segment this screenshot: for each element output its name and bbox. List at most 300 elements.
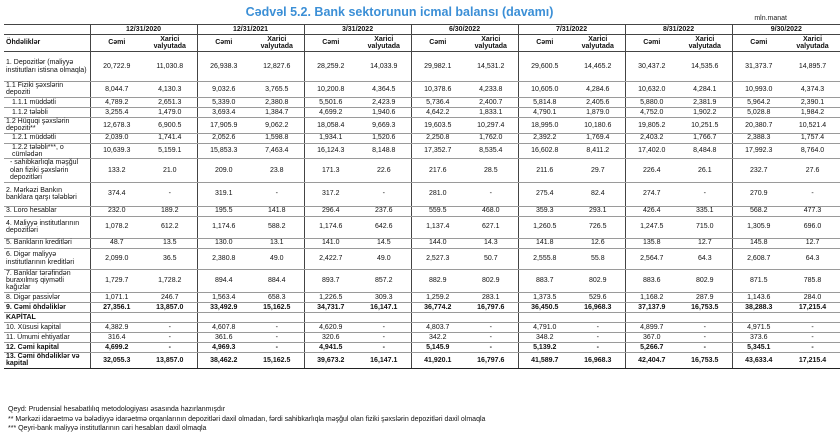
cell-total: 43,633.4 <box>732 352 785 368</box>
cell-foreign: - <box>143 182 197 206</box>
cell-total: 359.3 <box>518 206 571 216</box>
cell-foreign <box>464 312 518 322</box>
row-label: 9. Cəmi öhdəliklər <box>4 302 90 312</box>
cell-total: 4,803.7 <box>411 322 464 332</box>
cell-total: 29,600.5 <box>518 52 571 82</box>
cell-total: 18,995.0 <box>518 117 571 133</box>
cell-foreign: 10,521.4 <box>785 117 840 133</box>
cell-foreign: 13.5 <box>143 238 197 248</box>
cell-foreign: - <box>464 322 518 332</box>
cell-foreign: 64.3 <box>678 248 732 269</box>
cell-foreign: - <box>143 342 197 352</box>
col-total-header: Cəmi <box>411 35 464 52</box>
cell-total: 1,168.2 <box>625 292 678 302</box>
cell-foreign: 49.0 <box>357 248 411 269</box>
cell-total: 144.0 <box>411 238 464 248</box>
cell-foreign: 802.9 <box>464 269 518 292</box>
cell-foreign: 21.0 <box>143 159 197 182</box>
unit-label: mln.manat <box>754 15 787 22</box>
cell-foreign: - <box>464 182 518 206</box>
cell-total: 2,388.3 <box>732 133 785 143</box>
cell-total: 2,527.3 <box>411 248 464 269</box>
cell-total: 41,589.7 <box>518 352 571 368</box>
cell-foreign: 1,384.7 <box>250 107 304 117</box>
cell-foreign: - <box>785 342 840 352</box>
cell-foreign: 26.1 <box>678 159 732 182</box>
cell-total: 317.2 <box>304 182 357 206</box>
cell-total: 135.8 <box>625 238 678 248</box>
cell-total: 141.8 <box>518 238 571 248</box>
cell-foreign: - <box>785 182 840 206</box>
cell-total: 296.4 <box>304 206 357 216</box>
cell-foreign: 477.3 <box>785 206 840 216</box>
footnotes <box>8 405 485 434</box>
cell-total: 17,402.0 <box>625 143 678 159</box>
table-row <box>4 133 840 143</box>
cell-foreign: - <box>250 342 304 352</box>
cell-total: 19,603.5 <box>411 117 464 133</box>
cell-total: 4,791.0 <box>518 322 571 332</box>
cell-total: 2,052.6 <box>197 133 250 143</box>
col-foreign-header: Xarici valyutada <box>143 35 197 52</box>
cell-total: 27,356.1 <box>90 302 143 312</box>
cell-total: 195.5 <box>197 206 250 216</box>
cell-foreign: 7,463.4 <box>250 143 304 159</box>
cell-foreign: 12,827.6 <box>250 52 304 82</box>
cell-foreign: 189.2 <box>143 206 197 216</box>
cell-foreign: - <box>143 322 197 332</box>
cell-total: 38,288.3 <box>732 302 785 312</box>
cell-total: 275.4 <box>518 182 571 206</box>
cell-foreign: 16,968.3 <box>571 352 625 368</box>
cell-total: 10,639.3 <box>90 143 143 159</box>
cell-total: 4,941.5 <box>304 342 357 352</box>
cell-foreign: - <box>785 322 840 332</box>
table-row <box>4 107 840 117</box>
cell-total: 226.4 <box>625 159 678 182</box>
cell-total: 37,137.9 <box>625 302 678 312</box>
cell-foreign: 283.1 <box>464 292 518 302</box>
col-total-header: Cəmi <box>732 35 785 52</box>
row-label: 1.1 Fiziki şəxslərin depoziti <box>4 82 90 98</box>
col-foreign-header: Xarici valyutada <box>464 35 518 52</box>
cell-foreign: 468.0 <box>464 206 518 216</box>
cell-foreign: 287.9 <box>678 292 732 302</box>
cell-foreign <box>571 312 625 322</box>
cell-foreign: 284.0 <box>785 292 840 302</box>
cell-foreign: 16,797.6 <box>464 352 518 368</box>
date-header: 12/31/2021 <box>197 25 304 35</box>
cell-total: 8,044.7 <box>90 82 143 98</box>
cell-total: 32,055.3 <box>90 352 143 368</box>
cell-total: 5,028.8 <box>732 107 785 117</box>
cell-foreign: - <box>250 332 304 342</box>
cell-foreign: - <box>571 332 625 342</box>
col-foreign-header: Xarici valyutada <box>678 35 732 52</box>
cell-total: 1,078.2 <box>90 216 143 238</box>
row-label: - sahibkarlıqla məşğul olan fiziki şəxslərin depozitləri <box>4 159 90 182</box>
cell-total: 133.2 <box>90 159 143 182</box>
cell-foreign: 335.1 <box>678 206 732 216</box>
col-foreign-header: Xarici valyutada <box>785 35 840 52</box>
cell-total <box>732 312 785 322</box>
cell-foreign: 10,180.6 <box>571 117 625 133</box>
cell-total: 10,632.0 <box>625 82 678 98</box>
cell-total: 1,563.4 <box>197 292 250 302</box>
cell-total: 5,266.7 <box>625 342 678 352</box>
cell-foreign: 13,857.0 <box>143 352 197 368</box>
cell-total: 16,602.8 <box>518 143 571 159</box>
cell-total: 17,905.9 <box>197 117 250 133</box>
cell-foreign: - <box>464 342 518 352</box>
cell-foreign: - <box>143 332 197 342</box>
row-label: 11. Ümumi ehtiyatlar <box>4 332 90 342</box>
balance-table <box>4 24 840 369</box>
cell-total: 367.0 <box>625 332 678 342</box>
col-total-header: Cəmi <box>304 35 357 52</box>
cell-total: 5,501.6 <box>304 97 357 107</box>
cell-foreign: 8,148.8 <box>357 143 411 159</box>
cell-foreign: 1,479.0 <box>143 107 197 117</box>
cell-foreign: 2,651.3 <box>143 97 197 107</box>
table-row <box>4 352 840 368</box>
cell-foreign: 588.2 <box>250 216 304 238</box>
cell-total: 1,226.5 <box>304 292 357 302</box>
cell-foreign: 16,968.3 <box>571 302 625 312</box>
cell-foreign: 12.7 <box>785 238 840 248</box>
cell-total: 3,693.4 <box>197 107 250 117</box>
table-row <box>4 159 840 182</box>
cell-foreign: 27.6 <box>785 159 840 182</box>
cell-total: 373.6 <box>732 332 785 342</box>
table-row <box>4 52 840 82</box>
cell-foreign: - <box>357 182 411 206</box>
cell-total: 4,699.2 <box>304 107 357 117</box>
cell-foreign: - <box>357 332 411 342</box>
row-label: 1.2.2 tələbli***, o cümlədən <box>4 143 90 159</box>
cell-foreign: 1,769.4 <box>571 133 625 143</box>
cell-total: 1,143.6 <box>732 292 785 302</box>
cell-total: 2,564.7 <box>625 248 678 269</box>
cell-foreign: 293.1 <box>571 206 625 216</box>
cell-total: 10,605.0 <box>518 82 571 98</box>
cell-total: 2,555.8 <box>518 248 571 269</box>
cell-foreign: 22.6 <box>357 159 411 182</box>
row-label: 10. Xüsusi kapital <box>4 322 90 332</box>
cell-foreign: 14.3 <box>464 238 518 248</box>
cell-total: 26,938.3 <box>197 52 250 82</box>
cell-total: 4,607.8 <box>197 322 250 332</box>
cell-foreign: 1,940.6 <box>357 107 411 117</box>
cell-foreign <box>143 312 197 322</box>
table-row <box>4 302 840 312</box>
cell-total <box>304 312 357 322</box>
table-row <box>4 269 840 292</box>
cell-foreign: 785.8 <box>785 269 840 292</box>
cell-foreign: 1,728.2 <box>143 269 197 292</box>
cell-foreign: 8,535.4 <box>464 143 518 159</box>
cell-foreign: 16,753.5 <box>678 302 732 312</box>
cell-total: 1,137.4 <box>411 216 464 238</box>
cell-foreign: 29.7 <box>571 159 625 182</box>
cell-foreign: 15,162.5 <box>250 302 304 312</box>
cell-foreign: - <box>571 322 625 332</box>
row-label: 7. Banklar tərəfindən buraxılmış qiymətli kağızlar <box>4 269 90 292</box>
cell-foreign: 1,833.1 <box>464 107 518 117</box>
cell-foreign: 13.1 <box>250 238 304 248</box>
row-label: 6. Digər maliyyə institutlarının kreditləri <box>4 248 90 269</box>
cell-total: 1,071.1 <box>90 292 143 302</box>
table-row <box>4 248 840 269</box>
cell-foreign <box>250 312 304 322</box>
cell-total: 2,380.8 <box>197 248 250 269</box>
row-label: 12. Cəmi kapital <box>4 342 90 352</box>
cell-foreign: 16,147.1 <box>357 302 411 312</box>
cell-total: 12,678.3 <box>90 117 143 133</box>
cell-foreign: 28.5 <box>464 159 518 182</box>
cell-foreign: - <box>250 322 304 332</box>
cell-total: 883.6 <box>625 269 678 292</box>
table-row <box>4 182 840 206</box>
col-foreign-header: Xarici valyutada <box>357 35 411 52</box>
cell-total: 4,620.9 <box>304 322 357 332</box>
cell-total: 1,305.9 <box>732 216 785 238</box>
cell-foreign: 658.3 <box>250 292 304 302</box>
cell-total: 36,774.2 <box>411 302 464 312</box>
table-row <box>4 322 840 332</box>
cell-foreign: 141.8 <box>250 206 304 216</box>
date-header-row <box>4 25 840 35</box>
cell-foreign: 642.6 <box>357 216 411 238</box>
cell-foreign: 237.6 <box>357 206 411 216</box>
cell-total: 16,124.3 <box>304 143 357 159</box>
cell-total: 2,403.2 <box>625 133 678 143</box>
cell-foreign: 14,531.2 <box>464 52 518 82</box>
cell-total: 4,789.2 <box>90 97 143 107</box>
cell-foreign: 8,484.8 <box>678 143 732 159</box>
cell-foreign: 4,284.6 <box>571 82 625 98</box>
cell-foreign: 1,741.4 <box>143 133 197 143</box>
cell-foreign: 13,857.0 <box>143 302 197 312</box>
cell-total: 30,437.2 <box>625 52 678 82</box>
cell-foreign: 715.0 <box>678 216 732 238</box>
cell-foreign: 14,535.6 <box>678 52 732 82</box>
col-foreign-header: Xarici valyutada <box>250 35 304 52</box>
row-label-header: Öhdəliklər <box>4 35 90 52</box>
cell-total: 42,404.7 <box>625 352 678 368</box>
cell-foreign: 8,411.2 <box>571 143 625 159</box>
cell-total: 5,139.2 <box>518 342 571 352</box>
table-row <box>4 143 840 159</box>
cell-foreign: 884.4 <box>250 269 304 292</box>
cell-total: 18,058.4 <box>304 117 357 133</box>
cell-total: 281.0 <box>411 182 464 206</box>
cell-total: 882.9 <box>411 269 464 292</box>
footnote: ** Mərkəzi idarəetmə və bələdiyyə idarəetmə orqanlarının depozitləri daxil olmadan, fərdi sahibkarlıqla məşğul olan fiziki şəxslərin depozitləri daxil olmaqla <box>8 415 486 423</box>
cell-foreign: 64.3 <box>785 248 840 269</box>
cell-total: 2,250.8 <box>411 133 464 143</box>
cell-foreign: - <box>785 332 840 342</box>
date-header: 9/30/2022 <box>732 25 840 35</box>
cell-foreign: 11,030.8 <box>143 52 197 82</box>
cell-total: 374.4 <box>90 182 143 206</box>
cell-total: 15,853.3 <box>197 143 250 159</box>
cell-total: 4,899.7 <box>625 322 678 332</box>
date-header: 8/31/2022 <box>625 25 732 35</box>
cell-foreign: 55.8 <box>571 248 625 269</box>
cell-total: 2,608.7 <box>732 248 785 269</box>
cell-total: 10,200.8 <box>304 82 357 98</box>
cell-total: 893.7 <box>304 269 357 292</box>
cell-foreign: - <box>678 322 732 332</box>
cell-total: 41,920.1 <box>411 352 464 368</box>
cell-total: 211.6 <box>518 159 571 182</box>
cell-foreign: 1,520.6 <box>357 133 411 143</box>
cell-total: 1,174.6 <box>197 216 250 238</box>
cell-foreign: 50.7 <box>464 248 518 269</box>
row-label: 1.1.1 müddətli <box>4 97 90 107</box>
cell-foreign: 802.9 <box>571 269 625 292</box>
cell-total: 20,722.9 <box>90 52 143 82</box>
cell-total: 270.9 <box>732 182 785 206</box>
cell-total: 348.2 <box>518 332 571 342</box>
cell-foreign: 529.6 <box>571 292 625 302</box>
cell-total: 1,373.5 <box>518 292 571 302</box>
cell-foreign: 802.9 <box>678 269 732 292</box>
cell-total: 20,380.7 <box>732 117 785 133</box>
cell-total: 5,880.0 <box>625 97 678 107</box>
row-label: KAPİTAL <box>4 312 90 322</box>
cell-foreign: 1,879.0 <box>571 107 625 117</box>
cell-foreign: 4,374.3 <box>785 82 840 98</box>
cell-total: 17,352.7 <box>411 143 464 159</box>
cell-foreign: - <box>464 332 518 342</box>
cell-total: 39,673.2 <box>304 352 357 368</box>
cell-total: 10,993.0 <box>732 82 785 98</box>
cell-foreign: 1,757.4 <box>785 133 840 143</box>
cell-foreign: 726.5 <box>571 216 625 238</box>
cell-foreign: 2,390.1 <box>785 97 840 107</box>
cell-foreign: 8,764.0 <box>785 143 840 159</box>
cell-total: 5,145.9 <box>411 342 464 352</box>
table-row <box>4 206 840 216</box>
row-label: 1. Depozitlər (maliyyə institutları istisna olmaqla) <box>4 52 90 82</box>
cell-total <box>411 312 464 322</box>
cell-total: 171.3 <box>304 159 357 182</box>
cell-total: 130.0 <box>197 238 250 248</box>
footnote: *** Qeyri-bank maliyyə institutlarının cari hesabları daxil olmaqla <box>8 425 207 432</box>
cell-foreign: 2,381.9 <box>678 97 732 107</box>
cell-foreign: 1,598.8 <box>250 133 304 143</box>
cell-total <box>625 312 678 322</box>
cell-total: 883.7 <box>518 269 571 292</box>
cell-foreign: 10,251.5 <box>678 117 732 133</box>
cell-foreign: 6,900.5 <box>143 117 197 133</box>
cell-total: 426.4 <box>625 206 678 216</box>
cell-total: 4,752.0 <box>625 107 678 117</box>
row-label: 2. Mərkəzi Bankın banklara qarşı tələbləri <box>4 182 90 206</box>
cell-foreign: 49.0 <box>250 248 304 269</box>
table-row <box>4 82 840 98</box>
cell-total: 568.2 <box>732 206 785 216</box>
cell-foreign: 4,364.5 <box>357 82 411 98</box>
cell-foreign: 3,765.5 <box>250 82 304 98</box>
footnote: Qeyd: Prudensial hesabatlılıq metodologiyası əsasında hazırlanmışdır <box>8 406 226 413</box>
cell-total: 2,422.7 <box>304 248 357 269</box>
cell-total: 19,805.2 <box>625 117 678 133</box>
cell-foreign: 16,753.5 <box>678 352 732 368</box>
cell-total: 145.8 <box>732 238 785 248</box>
cell-total: 217.6 <box>411 159 464 182</box>
col-total-header: Cəmi <box>518 35 571 52</box>
cell-foreign: - <box>571 342 625 352</box>
table-row <box>4 117 840 133</box>
cell-total: 4,699.2 <box>90 342 143 352</box>
cell-foreign: 17,215.4 <box>785 302 840 312</box>
cell-total: 274.7 <box>625 182 678 206</box>
page-title: Cədvəl 5.2. Bank sektorunun icmal balansı (davamı) <box>245 5 554 19</box>
cell-total: 342.2 <box>411 332 464 342</box>
cell-total: 31,373.7 <box>732 52 785 82</box>
cell-foreign: 696.0 <box>785 216 840 238</box>
cell-total: 5,964.2 <box>732 97 785 107</box>
cell-foreign: 14.5 <box>357 238 411 248</box>
date-header: 3/31/2022 <box>304 25 411 35</box>
cell-total: 894.4 <box>197 269 250 292</box>
cell-foreign: - <box>250 182 304 206</box>
cell-total: 34,731.7 <box>304 302 357 312</box>
cell-foreign: 246.7 <box>143 292 197 302</box>
cell-total: 38,462.2 <box>197 352 250 368</box>
balance-table-container <box>4 24 829 369</box>
cell-foreign: 2,405.6 <box>571 97 625 107</box>
row-label: 1.2.1 müddətli <box>4 133 90 143</box>
cell-total: 2,039.0 <box>90 133 143 143</box>
col-foreign-header: Xarici valyutada <box>571 35 625 52</box>
cell-total: 2,099.0 <box>90 248 143 269</box>
cell-foreign <box>785 312 840 322</box>
cell-total: 48.7 <box>90 238 143 248</box>
cell-total: 1,260.5 <box>518 216 571 238</box>
cell-total: 36,450.5 <box>518 302 571 312</box>
cell-total <box>518 312 571 322</box>
date-header: 12/31/2020 <box>90 25 197 35</box>
cell-total: 232.0 <box>90 206 143 216</box>
cell-foreign: 9,062.2 <box>250 117 304 133</box>
cell-foreign: 14,465.2 <box>571 52 625 82</box>
cell-foreign: - <box>678 342 732 352</box>
cell-total: 29,982.1 <box>411 52 464 82</box>
cell-foreign: 2,423.9 <box>357 97 411 107</box>
cell-foreign: 16,797.6 <box>464 302 518 312</box>
cell-total: 33,492.9 <box>197 302 250 312</box>
cell-total: 559.5 <box>411 206 464 216</box>
date-header: 6/30/2022 <box>411 25 518 35</box>
table-row <box>4 312 840 322</box>
cell-total: 9,032.6 <box>197 82 250 98</box>
cell-foreign: 1,766.7 <box>678 133 732 143</box>
table-row <box>4 332 840 342</box>
cell-foreign: 16,147.1 <box>357 352 411 368</box>
cell-total: 361.6 <box>197 332 250 342</box>
cell-foreign: 627.1 <box>464 216 518 238</box>
cell-total: 17,992.3 <box>732 143 785 159</box>
cell-total: 316.4 <box>90 332 143 342</box>
cell-foreign: 82.4 <box>571 182 625 206</box>
cell-foreign: 612.2 <box>143 216 197 238</box>
table-row <box>4 97 840 107</box>
row-label: 4. Maliyyə institutlarının depozitləri <box>4 216 90 238</box>
